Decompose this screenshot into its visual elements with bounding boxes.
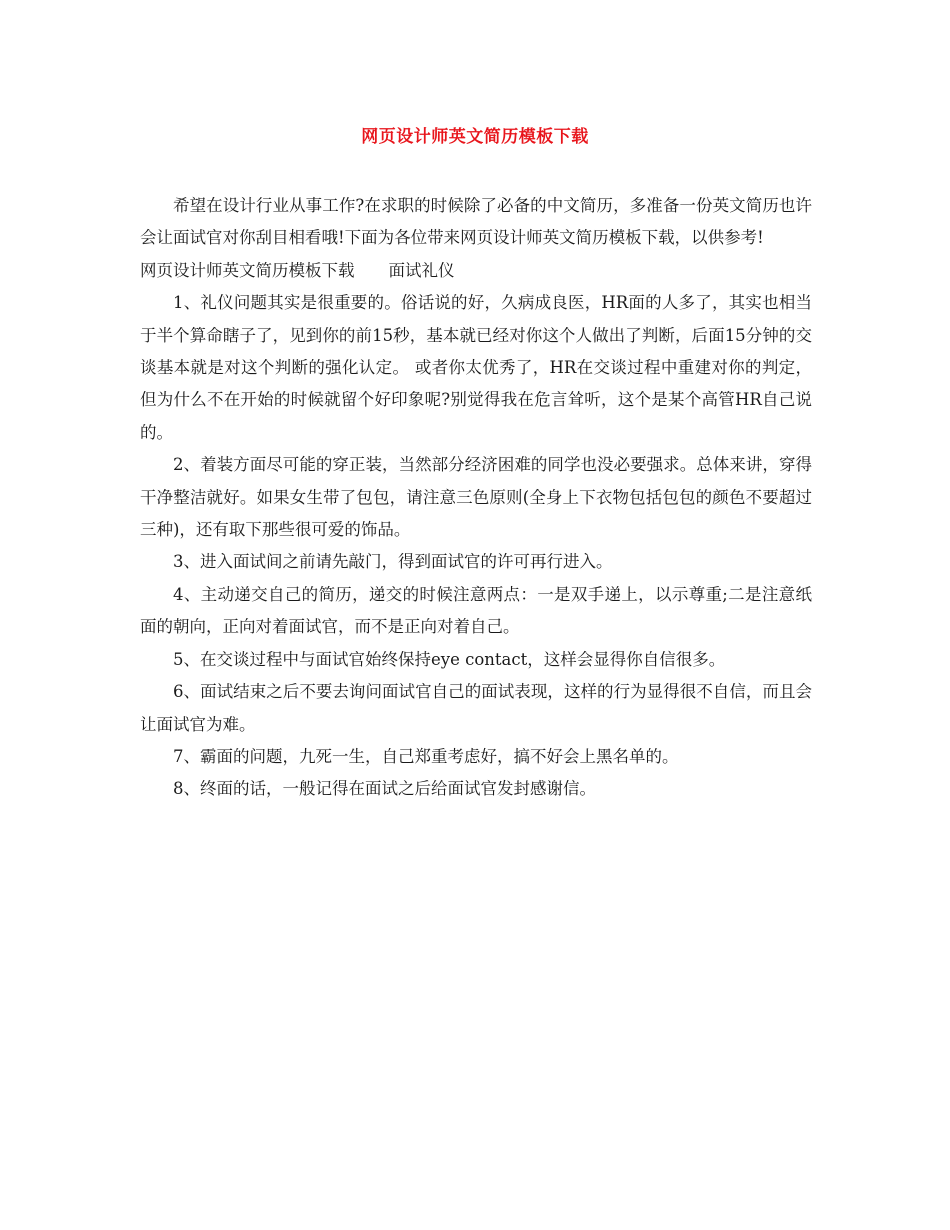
list-item: 4、主动递交自己的简历，递交的时候注意两点：一是双手递上，以示尊重;二是注意纸面的朝向，正向对着面试官，而不是正向对着自己。 xyxy=(140,584,812,637)
list-item: 7、霸面的问题，九死一生，自己郑重考虑好，搞不好会上黑名单的。 xyxy=(173,746,679,766)
document-body xyxy=(140,190,812,806)
subheading-line xyxy=(140,255,812,287)
intro-paragraph: 希望在设计行业从事工作?在求职的时候除了必备的中文简历，多准备一份英文简历也许会让面试官对你刮目相看哦!下面为各位带来网页设计师英文简历模板下载，以供参考! xyxy=(140,196,812,248)
list-item: 8、终面的话，一般记得在面试之后给面试官发封感谢信。 xyxy=(173,779,596,799)
list-item: 3、进入面试间之前请先敲门，得到面试官的许可再行进入。 xyxy=(173,552,613,572)
subheading-right: 面试礼仪 xyxy=(388,260,455,280)
document-title: 网页设计师英文简历模板下载 xyxy=(361,127,589,147)
subheading-left: 网页设计师英文简历模板下载 xyxy=(140,260,355,280)
list-item: 6、面试结束之后不要去询问面试官自己的面试表现，这样的行为显得很不自信，而且会让面试官为难。 xyxy=(140,682,812,734)
list-item: 5、在交谈过程中与面试官始终保持eye contact，这样会显得你自信很多。 xyxy=(173,649,726,669)
list-item: 1、礼仪问题其实是很重要的。俗话说的好，久病成良医，HR面的人多了，其实也相当于半个算命瞎子了，见到你的前15秒，基本就已经对你这个人做出了判断，后面15分钟的交谈基本就是对这个判断的强化认定。 或者你太优秀了，HR在交谈过程中重建对你的判定，但为什么不在开始的时候就留个好印象呢?别觉得我在危言耸听，这个是某个高管HR自己说的。 xyxy=(140,293,812,442)
list-item: 2、着装方面尽可能的穿正装，当然部分经济困难的同学也没必要强求。总体来讲，穿得干净整洁就好。如果女生带了包包，请注意三色原则(全身上下衣物包括包包的颜色不要超过三种)，还有取下那些很可爱的饰品。 xyxy=(140,455,812,540)
